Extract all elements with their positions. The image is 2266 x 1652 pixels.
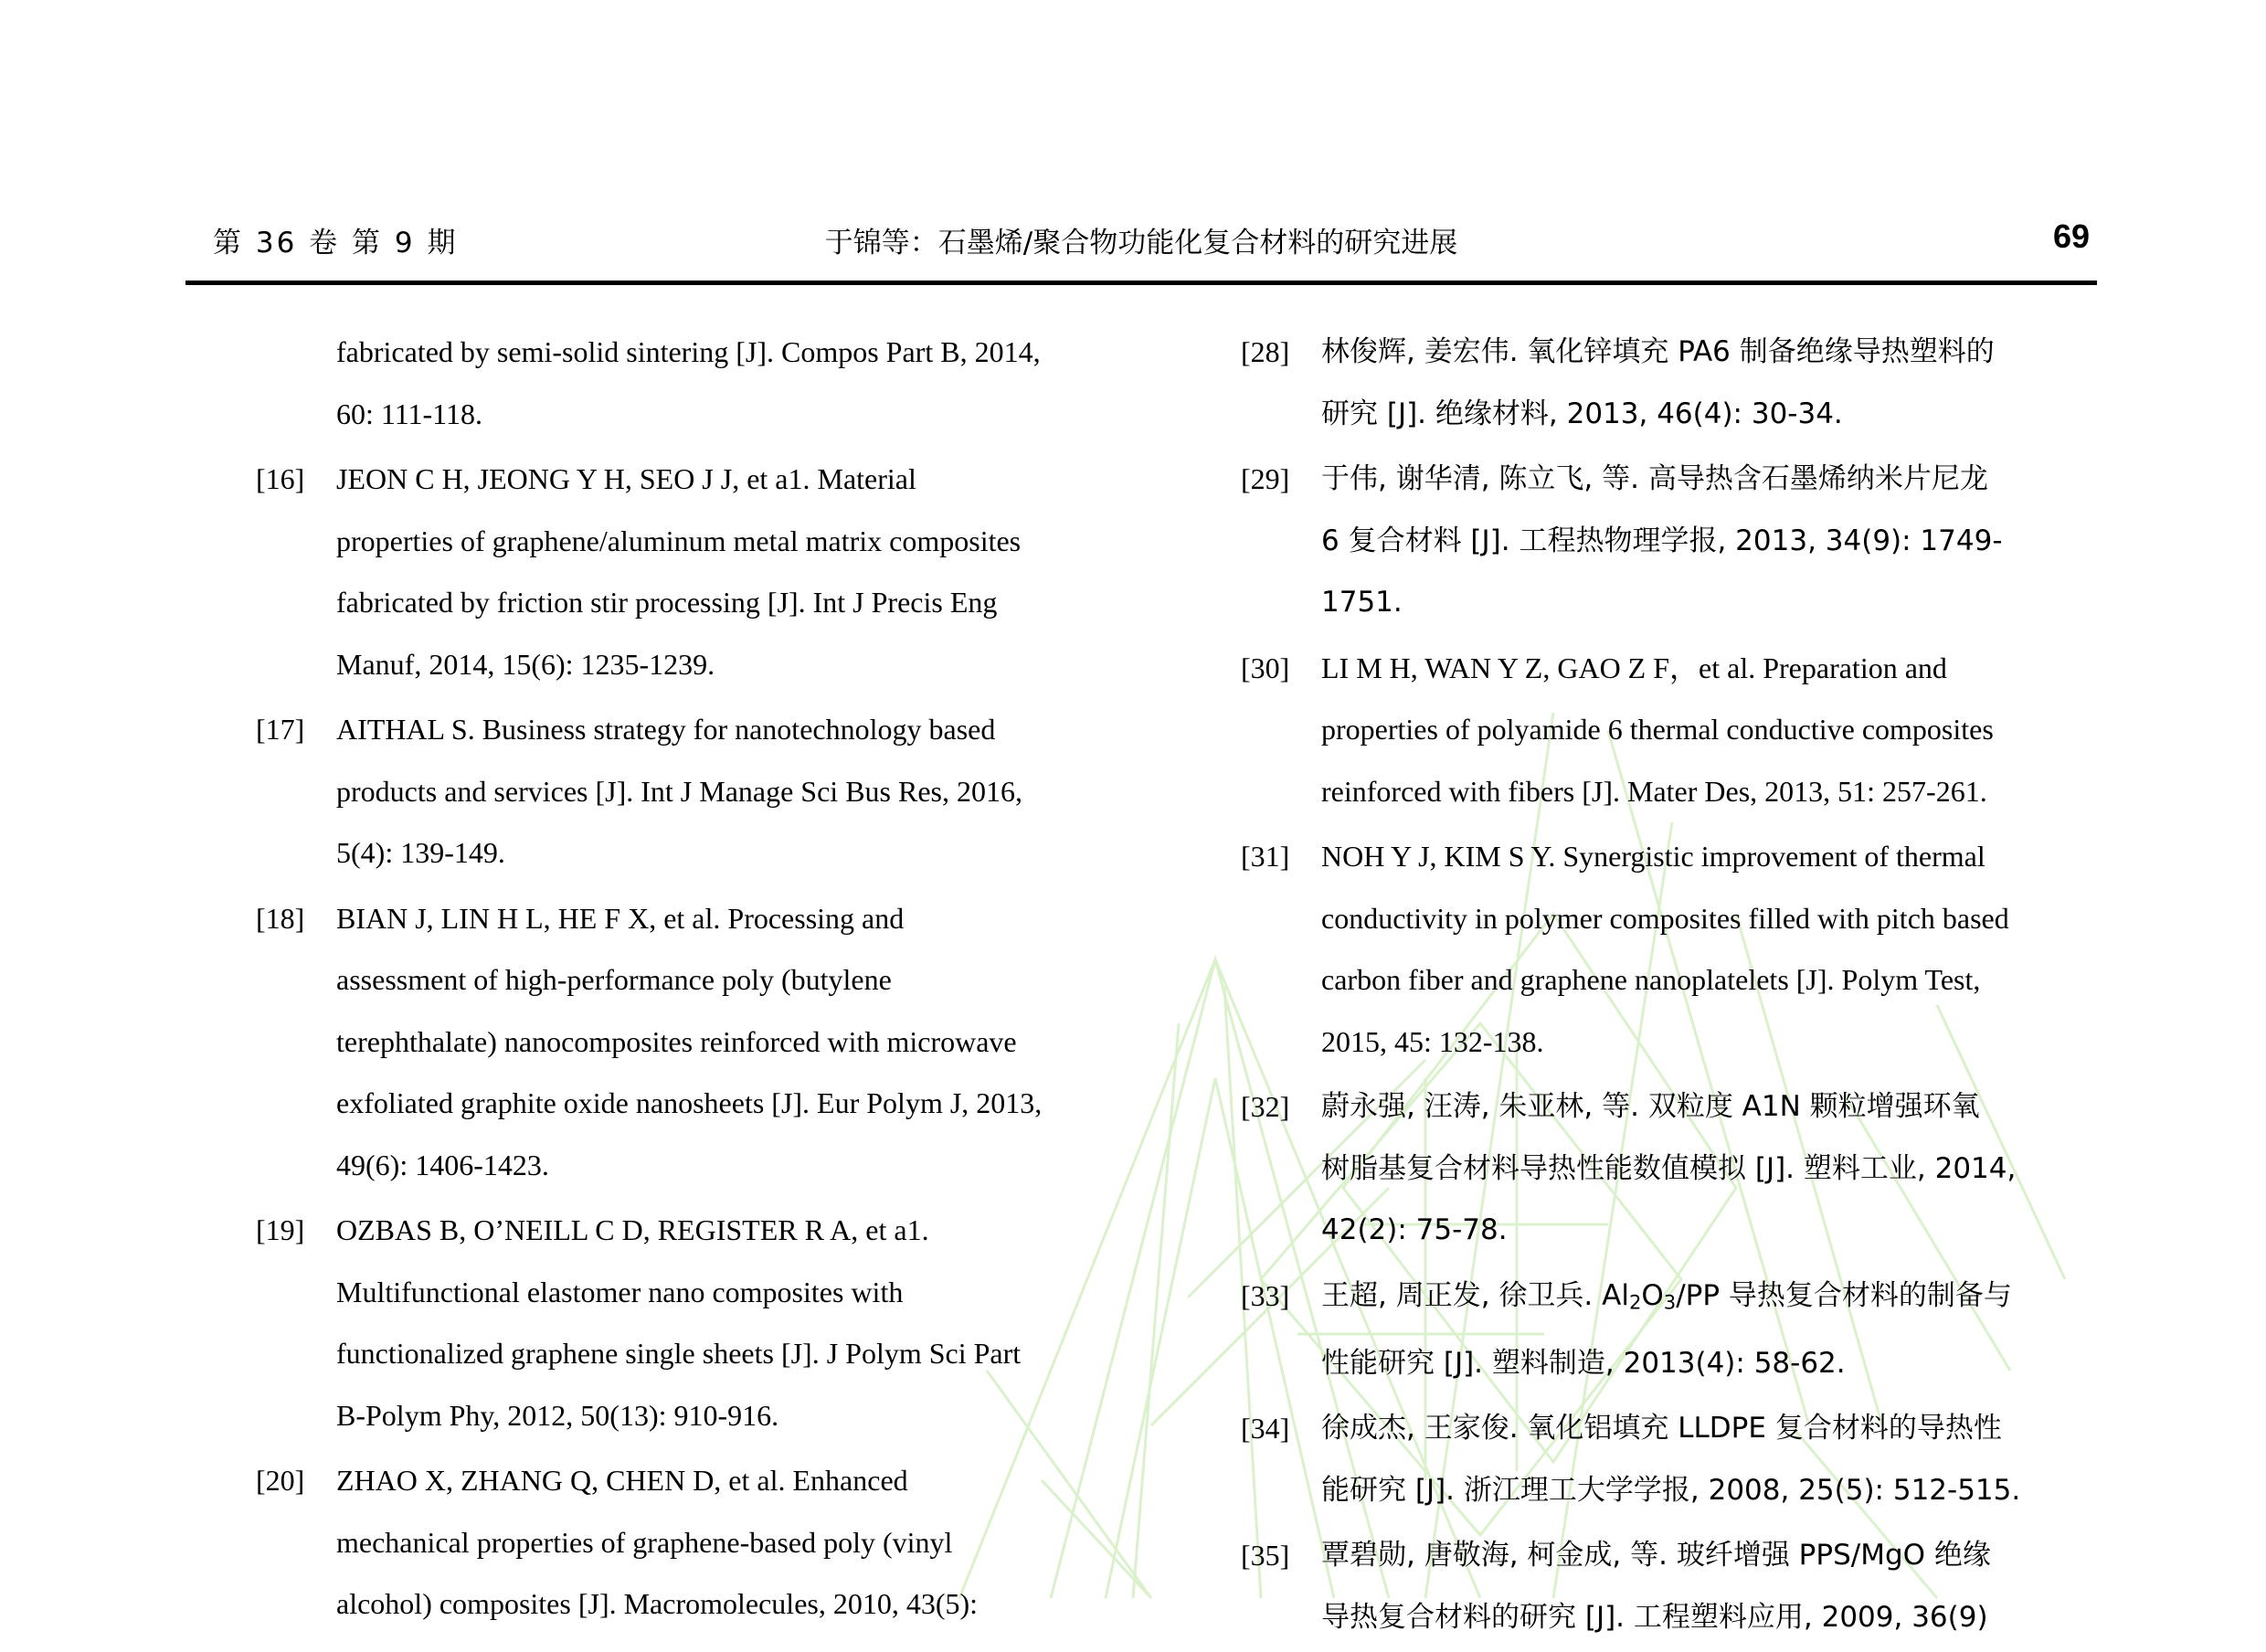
- reference-line: OZBAS B, O’NEILL C D, REGISTER R A, et a1.: [336, 1213, 929, 1246]
- reference-line: 49(6): 1406-1423.: [336, 1148, 549, 1181]
- reference-number: [17]: [256, 713, 305, 746]
- reference-line: 性能研究 [J]. 塑料制造, 2013(4): 58-62.: [1321, 1346, 1846, 1380]
- reference-entry-34: [1241, 1398, 2173, 1521]
- reference-entry-20: [256, 1450, 1170, 1636]
- reference-number: [20]: [256, 1464, 305, 1497]
- reference-line: alcohol) composites [J]. Macromolecules, 2010, 43(5):: [336, 1587, 979, 1620]
- right-column: [1241, 322, 2173, 1652]
- reference-line: exfoliated graphite oxide nanosheets [J]. Eur Polym J, 2013,: [336, 1086, 1043, 1119]
- reference-line: properties of graphene/aluminum metal matrix composites: [336, 524, 1022, 557]
- formula-suffix: /PP 导热复合材料的制备与: [1676, 1278, 2012, 1312]
- reference-text: [336, 449, 1170, 695]
- reference-line: ZHAO X, ZHANG Q, CHEN D, et al. Enhanced: [336, 1464, 908, 1497]
- reference-line: assessment of high-performance poly (butylene: [336, 963, 892, 996]
- reference-entry-31: [1241, 826, 2173, 1073]
- reference-entry-35: [1241, 1525, 2173, 1648]
- reference-line: 树脂基复合材料导热性能数值模拟 [J]. 塑料工业, 2014,: [1321, 1151, 2017, 1185]
- reference-number: [16]: [256, 462, 305, 495]
- reference-number: [19]: [256, 1213, 305, 1246]
- subscript-2: 2: [1628, 1290, 1642, 1314]
- volume-issue-label: 第 36 卷 第 9 期: [213, 227, 459, 259]
- reference-number: [30]: [1241, 651, 1290, 684]
- reference-entry-18: [256, 888, 1170, 1197]
- reference-line: Multifunctional elastomer nano composites with: [336, 1275, 904, 1308]
- reference-number: [28]: [1241, 335, 1290, 368]
- reference-entry-17: [256, 699, 1170, 884]
- reference-line: 林俊辉, 姜宏伟. 氧化锌填充 PA6 制备绝缘导热塑料的: [1321, 335, 1995, 368]
- reference-text: [1321, 322, 2173, 445]
- reference-line: fabricated by semi-solid sintering [J]. Compos Part B, 2014,: [336, 335, 1041, 368]
- reference-number: [31]: [1241, 840, 1290, 873]
- left-column: [256, 322, 1170, 1652]
- reference-line: 能研究 [J]. 浙江理工大学学报, 2008, 25(5): 512-515.: [1321, 1473, 2021, 1507]
- reference-text: [1321, 1265, 2173, 1395]
- reference-line: 2015, 45: 132-138.: [1321, 1024, 1544, 1058]
- reference-columns: [0, 322, 2266, 1652]
- reference-text: [336, 699, 1170, 884]
- reference-line: products and services [J]. Int J Manage Sci Bus Res, 2016,: [336, 774, 1022, 808]
- reference-line: 1751.: [1321, 586, 1403, 619]
- reference-entry-28: [1241, 322, 2173, 445]
- reference-continuation: [256, 322, 1170, 445]
- reference-line: JEON C H, JEONG Y H, SEO J J, et a1. Material: [336, 462, 916, 495]
- subscript-3: 3: [1663, 1290, 1677, 1314]
- reference-line: 导热复合材料的研究 [J]. 工程塑料应用, 2009, 36(9): [1321, 1600, 1988, 1634]
- reference-line: functionalized graphene single sheets [J]. J Polym Sci Part: [336, 1337, 1022, 1370]
- reference-line: 徐成杰, 王家俊. 氧化铝填充 LLDPE 复合材料的导热性: [1321, 1412, 2002, 1446]
- reference-text: [1321, 826, 2173, 1073]
- reference-entry-16: [256, 449, 1170, 695]
- reference-line: 蔚永强, 汪涛, 朱亚林, 等. 双粒度 A1N 颗粒增强环氧: [1321, 1090, 1980, 1123]
- header-rule: [185, 281, 2097, 285]
- page-number: 69: [2052, 217, 2090, 255]
- article-title-header: 于锦等：石墨烯/聚合物功能化复合材料的研究进展: [824, 227, 1458, 259]
- reference-line: fabricated by friction stir processing [J]. Int J Precis Eng: [336, 586, 998, 619]
- running-head: [185, 217, 2097, 274]
- reference-line: BIAN J, LIN H L, HE F X, et al. Processing and: [336, 901, 905, 935]
- reference-entry-30: [1241, 638, 2173, 823]
- reference-line: properties of polyamide 6 thermal conductive composites: [1321, 713, 1994, 746]
- reference-line: B-Polym Phy, 2012, 50(13): 910-916.: [336, 1398, 779, 1432]
- reference-text: [336, 888, 1170, 1197]
- reference-number: [29]: [1241, 462, 1290, 495]
- reference-line: 于伟, 谢华清, 陈立飞, 等. 高导热含石墨烯纳米片尼龙: [1321, 462, 1988, 495]
- reference-number: [33]: [1241, 1278, 1290, 1312]
- reference-line: LI M H, WAN Y Z, GAO Z F，et al. Preparation and: [1321, 651, 1947, 684]
- reference-entry-29: [1241, 449, 2173, 634]
- reference-continuation-body: [336, 322, 1170, 445]
- reference-number: [32]: [1241, 1090, 1290, 1123]
- reference-number: [18]: [256, 901, 305, 935]
- reference-line-with-subscript: [1321, 1265, 2173, 1333]
- reference-line: 42(2): 75-78.: [1321, 1213, 1508, 1246]
- reference-line: NOH Y J, KIM S Y. Synergistic improvement of thermal: [1321, 840, 1985, 873]
- reference-number: [34]: [1241, 1412, 1290, 1446]
- reference-line: terephthalate) nanocomposites reinforced with microwave: [336, 1024, 1017, 1058]
- reference-line: 5(4): 139-149.: [336, 836, 505, 869]
- reference-line: Manuf, 2014, 15(6): 1235-1239.: [336, 647, 715, 681]
- reference-text: [1321, 1525, 2173, 1648]
- formula-mid: O: [1641, 1278, 1664, 1312]
- reference-number: [35]: [1241, 1539, 1290, 1573]
- reference-line: 研究 [J]. 绝缘材料, 2013, 46(4): 30-34.: [1321, 397, 1843, 430]
- reference-line: 6 复合材料 [J]. 工程热物理学报, 2013, 34(9): 1749-: [1321, 524, 2003, 557]
- reference-text: [336, 1200, 1170, 1446]
- reference-entry-19: [256, 1200, 1170, 1446]
- reference-line: 60: 111-118.: [336, 397, 482, 430]
- reference-text: [336, 1450, 1170, 1636]
- reference-text: [1321, 1398, 2173, 1521]
- formula-prefix: 王超, 周正发, 徐卫兵. Al: [1321, 1278, 1629, 1312]
- reference-line: carbon fiber and graphene nanoplatelets [J]. Polym Test,: [1321, 963, 1981, 996]
- reference-entry-32: [1241, 1076, 2173, 1262]
- reference-text: [1321, 1076, 2173, 1262]
- reference-line: conductivity in polymer composites filled with pitch based: [1321, 901, 2009, 935]
- reference-text: [1321, 638, 2173, 823]
- reference-line: AITHAL S. Business strategy for nanotechnology based: [336, 713, 996, 746]
- reference-entry-33: [1241, 1265, 2173, 1395]
- reference-line: reinforced with fibers [J]. Mater Des, 2013, 51: 257-261.: [1321, 774, 1987, 808]
- reference-line: mechanical properties of graphene-based poly (vinyl: [336, 1525, 953, 1559]
- reference-line: 覃碧勋, 唐敬海, 柯金成, 等. 玻纤增强 PPS/MgO 绝缘: [1321, 1539, 1991, 1573]
- reference-text: [1321, 449, 2173, 634]
